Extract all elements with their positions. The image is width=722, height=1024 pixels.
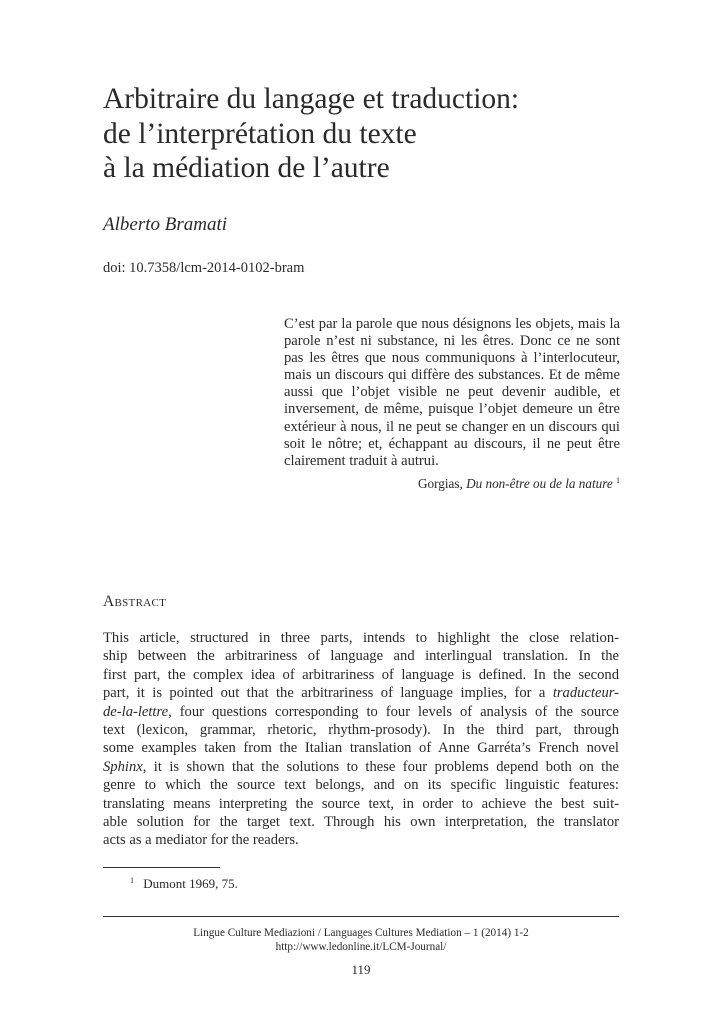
title-line-2: de l’interprétation du texte — [103, 117, 417, 150]
abstract-line — [103, 758, 619, 776]
abstract-line — [103, 703, 619, 721]
journal-url[interactable]: http://www.ledonline.it/LCM-Journal/ — [275, 941, 447, 953]
footnote — [130, 876, 238, 892]
abstract-line-part: part, it is pointed out that the arbitrariness of language implies, for a — [103, 685, 553, 702]
author-name: Alberto Bramati — [103, 214, 228, 235]
abstract-italic-term: de-la-lettre — [103, 703, 169, 720]
page-footer — [103, 926, 619, 954]
attribution-author: Gorgias, — [417, 475, 463, 491]
footnote-ref[interactable]: 1 — [616, 475, 620, 485]
abstract-body — [103, 629, 619, 850]
article-title — [103, 82, 663, 186]
abstract-line: acts as a mediator for the readers. — [103, 832, 299, 849]
abstract-line: ship between the arbitrariness of language and interlingual translation. In the — [103, 648, 619, 665]
abstract-line-part: , four questions corresponding to four levels of analysis of the source — [168, 703, 619, 720]
footnote-text: Dumont 1969, 75. — [143, 876, 238, 891]
abstract-line: first part, the complex idea of arbitrariness of language is defined. In the second — [103, 666, 619, 683]
abstract-line: This article, structured in three parts, intends to highlight the close relation- — [103, 630, 619, 646]
footnote-number: 1 — [130, 876, 134, 885]
abstract-heading: Abstract — [103, 593, 167, 610]
attribution-work: Du non-être ou de la nature — [466, 475, 613, 491]
footer-divider — [103, 916, 619, 917]
epigraph — [284, 316, 620, 492]
doi: doi: 10.7358/lcm-2014-0102-bram — [103, 260, 305, 276]
epigraph-text: C’est par la parole que nous désignons les objets, mais la parole n’est ni substance, ni les êtres. Donc ce ne sont pas les êtres que nous communiquons à l’interlocuteur, mais un discours qui diffère des substances. Et de même aussi que l’objet visible ne peut devenir audible, et inversement, de même, puisque l’objet demeure un être extérieur à nous, il ne peut se changer en un discours qui soit le nôtre; et, échappant au discours, il ne peut être clairement traduit à autrui. — [284, 316, 620, 469]
title-line-1: Arbitraire du langage et traduction: — [103, 83, 520, 115]
footnote-divider — [103, 867, 220, 868]
abstract-line: able solution for the target text. Through his own interpretation, the translator — [103, 814, 619, 831]
abstract-line: text (lexicon, grammar, rhetoric, rhythm-prosody). In the third part, through — [103, 722, 619, 739]
abstract-italic-term: Sphinx — [103, 758, 143, 775]
title-line-3: à la médiation de l’autre — [103, 152, 390, 184]
abstract-line-part: , it is shown that the solutions to these four problems depend both on the — [142, 758, 619, 775]
abstract-line: some examples taken from the Italian translation of Anne Garréta’s French novel — [103, 740, 619, 757]
journal-citation: Lingue Culture Mediazioni / Languages Cultures Mediation – 1 (2014) 1-2 — [193, 927, 529, 939]
abstract-line: translating means interpreting the source text, in order to achieve the best suit- — [103, 795, 619, 812]
abstract-line: genre to which the source text belongs, and on its specific linguistic features: — [103, 777, 619, 794]
abstract-line — [103, 684, 619, 702]
epigraph-attribution — [284, 472, 620, 492]
abstract-italic-term: traducteur- — [552, 685, 619, 702]
page-number: 119 — [351, 962, 371, 977]
